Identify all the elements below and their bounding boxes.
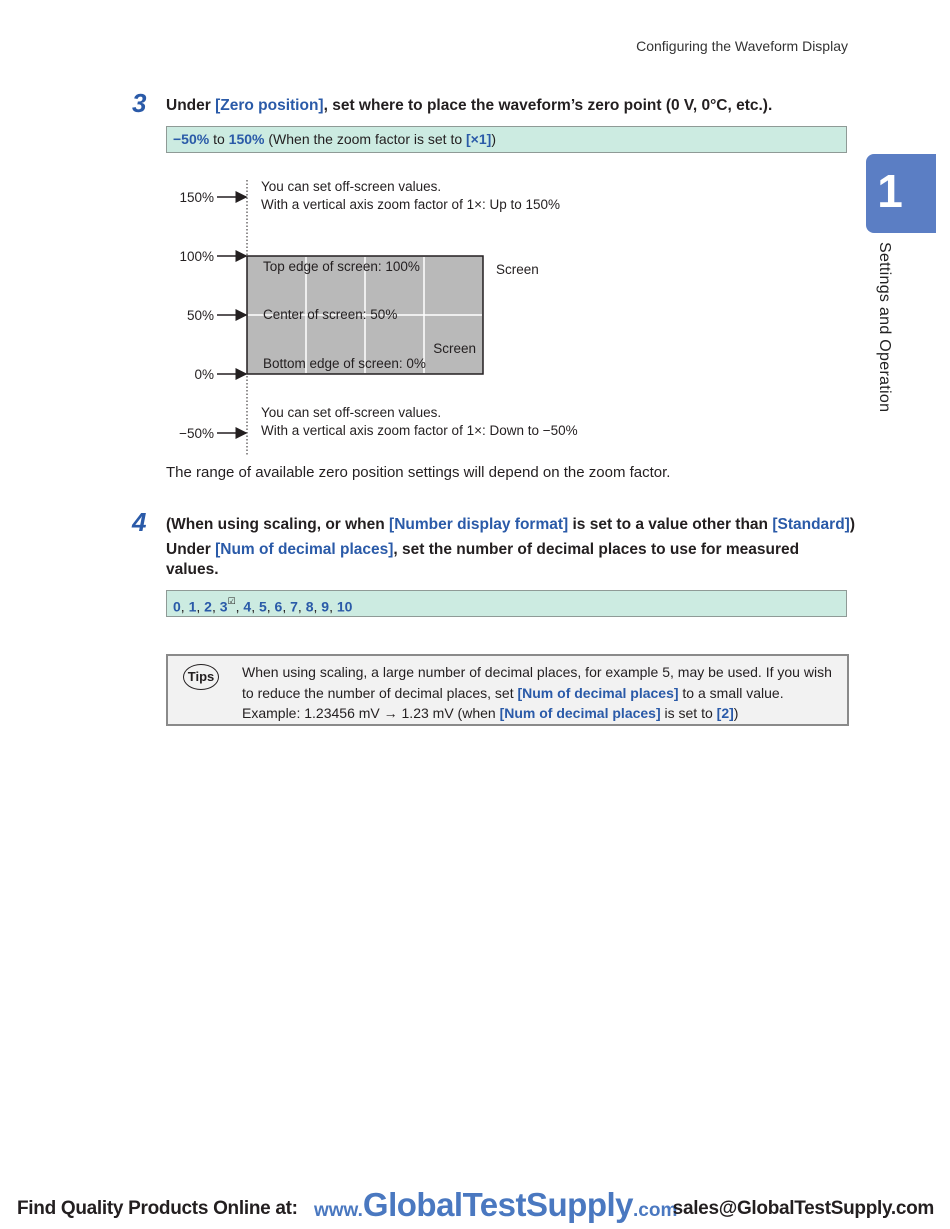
zero-position-note: The range of available zero position settings will depend on the zoom factor. — [166, 464, 671, 481]
range-zoom: [×1] — [466, 131, 492, 147]
default-marker-icon: ☑ — [227, 596, 236, 606]
tips-num-decimal-places-2: [Num of decimal places] — [499, 705, 661, 721]
decimal-places-options-box: 0, 1, 2, 3☑, 4, 5, 6, 7, 8, 9, 10 — [166, 590, 847, 617]
option-6: 6 — [274, 598, 283, 615]
chapter-tab[interactable] — [866, 154, 936, 233]
footer-url-com: .com — [633, 1200, 678, 1221]
tips-line2-b: to a small value. — [678, 684, 784, 701]
option-0: 0 — [173, 598, 181, 615]
footer-url-www: www. — [314, 1200, 363, 1221]
step-4-number: 4 — [132, 507, 147, 537]
tips-line3-a: Example: 1.23456 mV → 1.23 mV (when — [242, 705, 500, 721]
step-4-condition — [166, 515, 855, 535]
chapter-number: 1 — [877, 165, 903, 217]
step-4-line1-a: (When using scaling, or when — [166, 516, 390, 533]
range-paren-1: (When the zoom factor is set to — [264, 131, 467, 147]
zero-position-range-box — [166, 126, 847, 153]
tips-line-1: When using scaling, a large number of decimal places, for example 5, may be used. If you wish — [242, 664, 832, 680]
zero-position-diagram — [166, 170, 616, 460]
bottom-edge-label: Bottom edge of screen: 0% — [263, 356, 426, 371]
step-4-line1-b: is set to a value other than — [568, 516, 773, 533]
option-8: 8 — [305, 598, 314, 615]
tips-line-2 — [242, 683, 842, 704]
step-3-text-2: , set where to place the waveform’s zero point (0 V, 0°C, etc.). — [323, 97, 773, 114]
top-note-line-2: With a vertical axis zoom factor of 1×: Up to 150% — [261, 197, 561, 212]
tips-value-2: [2] — [716, 705, 734, 721]
bottom-note-line-2: With a vertical axis zoom factor of 1×: Down to −50% — [261, 423, 578, 438]
bottom-note-line-1: You can set off-screen values. — [261, 405, 442, 420]
standard-value: [Standard] — [772, 516, 850, 533]
level-label-100: 100% — [179, 249, 214, 264]
option-3: 3 — [219, 598, 228, 615]
footer — [0, 1186, 950, 1226]
page-header-title: Configuring the Waveform Display — [636, 38, 848, 54]
option-10: 10 — [336, 598, 353, 615]
level-label-50: 50% — [186, 308, 214, 323]
option-4: 4 — [243, 598, 252, 615]
option-5: 5 — [258, 598, 267, 615]
step-3-text-1: Under — [166, 97, 216, 114]
screen-outer-label: Screen — [496, 262, 539, 277]
range-max: 150% — [228, 131, 265, 147]
tips-line3-c: ) — [733, 705, 739, 721]
top-edge-label: Top edge of screen: 100% — [263, 259, 420, 274]
option-2: 2 — [204, 598, 212, 615]
step-4-line2-b: , set the number of decimal places to use for measured values. — [166, 541, 800, 578]
step-3-number: 3 — [132, 88, 147, 118]
tips-badge: Tips — [183, 664, 219, 690]
zero-position-setting: [Zero position] — [215, 97, 324, 114]
step-4-line1-c: ) — [849, 516, 855, 533]
option-1: 1 — [188, 598, 197, 615]
level-label-0: 0% — [194, 367, 214, 382]
tips-line3-b: is set to — [660, 705, 717, 721]
option-9: 9 — [321, 598, 330, 615]
range-min: −50% — [173, 131, 210, 147]
center-label: Center of screen: 50% — [263, 307, 398, 322]
chapter-label: Settings and Operation — [876, 242, 893, 413]
tips-text — [242, 662, 842, 724]
range-paren-2: ) — [491, 131, 496, 147]
num-decimal-places-setting: [Num of decimal places] — [215, 541, 394, 558]
footer-website-link[interactable] — [314, 1186, 677, 1224]
number-display-format-setting: [Number display format] — [389, 516, 569, 533]
footer-tagline: Find Quality Products Online at: — [17, 1198, 298, 1219]
top-note-line-1: You can set off-screen values. — [261, 179, 442, 194]
screen-inner-label: Screen — [433, 341, 476, 356]
level-label-150: 150% — [179, 190, 214, 205]
step-4-line2-a: Under — [166, 541, 216, 558]
step-3-instruction — [166, 96, 772, 116]
footer-email-link[interactable]: sales@GlobalTestSupply.com — [672, 1198, 934, 1219]
tips-line2-a: to reduce the number of decimal places, set — [242, 684, 518, 701]
level-arrows — [217, 197, 246, 433]
step-4-instruction — [166, 540, 826, 580]
tips-box — [166, 654, 849, 726]
tips-line-3 — [242, 703, 842, 724]
footer-url-main: GlobalTestSupply — [362, 1186, 634, 1223]
range-to: to — [209, 131, 229, 147]
level-label-minus50: −50% — [179, 426, 214, 441]
option-7: 7 — [290, 598, 298, 615]
tips-num-decimal-places: [Num of decimal places] — [517, 684, 679, 701]
